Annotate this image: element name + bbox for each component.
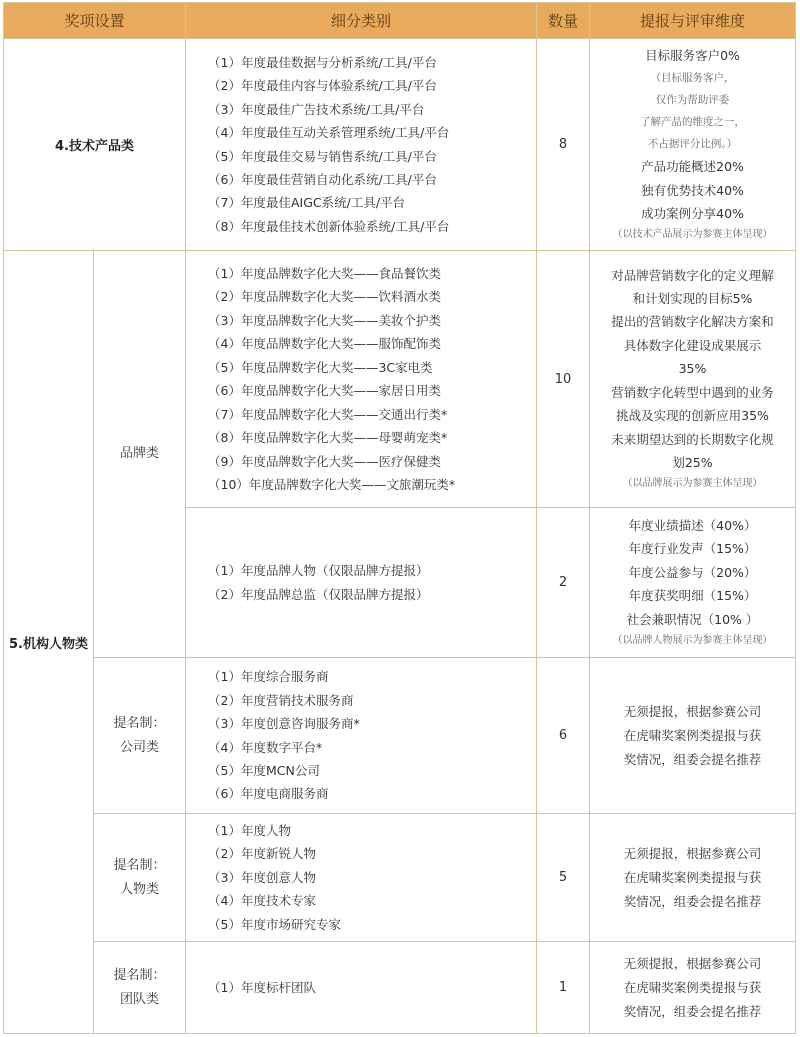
subcategory-nominated-person [94,814,186,942]
criteria-line: 无须提报，根据参赛公司 [623,955,762,971]
list-item: （1）年度人物 [208,822,291,838]
list-item: （6）年度品牌数字化大奖——家居日用类 [208,383,441,398]
criteria-line: 未来期望达到的长期数字化规 [611,431,774,447]
tech-products-items [186,39,537,251]
criteria-subnote: 仅作为帮助评委 [655,94,730,107]
subcategory-nominated-company [94,658,186,814]
list-item: （2）年度最佳内容与体验系统/工具/平台 [208,78,437,94]
list-item: （3）年度品牌数字化大奖——美妆个护类 [208,312,441,328]
list-item: （2）年度品牌数字化大奖——饮料酒水类 [208,289,441,304]
criteria-line: 年度获奖明细（15%） [628,588,757,604]
list-item: （1）年度品牌数字化大奖——食品餐饮类 [208,265,441,281]
row-nominated-team [4,942,796,1034]
criteria-line: 奖情况，组委会提名推荐 [623,893,762,909]
header-row [4,3,796,39]
criteria-line: 奖情况，组委会提名推荐 [623,1003,762,1019]
list-item: （7）年度品牌数字化大奖——交通出行类* [208,406,448,422]
subcategory-label: 提名制： [113,715,166,731]
criteria-line: 产品功能概述20% [641,159,744,175]
list-item: （6）年度电商服务商 [208,786,329,802]
criteria-line: 在虎啸奖案例类提报与获 [623,727,762,743]
list-item: （2）年度营销技术服务商 [208,692,354,708]
list-item: （3）年度创意咨询服务商* [208,716,360,732]
criteria-subnote: （目标服务客户， [650,72,735,85]
company-criteria [590,658,796,814]
team-criteria [590,942,796,1034]
header-award-setting: 奖项设置 [4,3,186,39]
criteria-line: 成功案例分享40% [641,205,744,221]
subcategory-nominated-team [94,942,186,1034]
company-count: 6 [537,658,590,814]
criteria-line: 无须提报，根据参赛公司 [623,703,762,719]
subcategory-label: 公司类 [120,739,160,755]
criteria-note: （以品牌展示为参赛主体呈现） [622,478,763,490]
criteria-line: 挑战及实现的创新应用35% [616,408,769,424]
criteria-line: 营销数字化转型中遇到的业务 [611,384,774,400]
list-item: （3）年度最佳广告技术系统/工具/平台 [208,101,425,117]
team-count: 1 [537,942,590,1034]
header-subcategory: 细分类别 [186,3,537,39]
criteria-line: 在虎啸奖案例类提报与获 [623,979,762,995]
brand-awards-criteria [590,251,796,508]
list-item: （7）年度最佳AIGC系统/工具/平台 [208,195,406,211]
list-item: （3）年度创意人物 [208,869,316,885]
header-count: 数量 [537,3,590,39]
list-item: （1）年度标杆团队 [208,979,316,995]
subcategory-label: 人物类 [120,881,160,897]
team-items [186,942,537,1034]
person-criteria [590,814,796,942]
person-items [186,814,537,942]
criteria-line: 年度业绩描述（40%） [628,517,757,533]
list-item: （9）年度品牌数字化大奖——医疗保健类 [208,453,441,469]
criteria-line: 划25% [672,454,713,470]
list-item: （2）年度品牌总监（仅限品牌方提报） [208,586,429,602]
criteria-line: 无须提报，根据参赛公司 [623,845,762,861]
row-tech-products [4,39,796,251]
list-item: （10）年度品牌数字化大奖——文旅潮玩类* [208,477,456,492]
criteria-note: （以技术产品展示为参赛主体呈现） [612,229,773,241]
criteria-line: 在虎啸奖案例类提报与获 [623,869,762,885]
criteria-line: 目标服务客户0% [645,47,740,63]
list-item: （5）年度市场研究专家 [208,916,341,932]
criteria-subnote: 了解产品的维度之一， [640,116,746,129]
criteria-line: 社会兼职情况（10% ） [626,611,759,627]
awards-table [3,2,796,1034]
list-item: （4）年度品牌数字化大奖——服饰配饰类 [208,336,441,351]
criteria-subnote: 不占据评分比例。） [647,138,738,151]
company-items [186,658,537,814]
criteria-line: 独有优势技术40% [641,182,744,198]
brand-people-criteria [590,508,796,658]
list-item: （4）年度数字平台* [208,739,323,755]
criteria-line: 年度公益参与（20%） [628,564,757,580]
criteria-line: 35% [678,361,707,377]
subcategory-label: 提名制： [113,857,166,873]
brand-people-count: 2 [537,508,590,658]
list-item: （5）年度品牌数字化大奖——3C家电类 [208,359,433,375]
list-item: （1）年度综合服务商 [208,669,329,685]
criteria-line: 年度行业发声（15%） [628,541,757,557]
category-org-people: 5.机构人物类 [4,251,94,1034]
brand-people-items [186,508,537,658]
list-item: （6）年度最佳营销自动化系统/工具/平台 [208,171,437,187]
list-item: （2）年度新锐人物 [208,846,316,862]
list-item: （1）年度品牌人物（仅限品牌方提报） [208,563,429,579]
brand-awards-items [186,251,537,508]
criteria-line: 奖情况，组委会提名推荐 [623,751,762,767]
criteria-line: 对品牌营销数字化的定义理解 [611,267,774,283]
list-item: （4）年度技术专家 [208,893,316,909]
list-item: （1）年度最佳数据与分析系统/工具/平台 [208,54,437,70]
person-count: 5 [537,814,590,942]
row-nominated-company [4,658,796,814]
category-tech-products: 4.技术产品类 [4,39,186,251]
row-nominated-person [4,814,796,942]
criteria-line: 具体数字化建设成果展示 [623,337,762,353]
subcategory-label: 团队类 [120,991,160,1007]
list-item: （8）年度最佳技术创新体验系统/工具/平台 [208,218,450,234]
tech-products-criteria [590,39,796,251]
criteria-line: 提出的营销数字化解决方案和 [611,314,774,330]
header-criteria: 提报与评审维度 [590,3,796,39]
list-item: （5）年度最佳交易与销售系统/工具/平台 [208,148,437,164]
brand-awards-count: 10 [537,251,590,508]
list-item: （8）年度品牌数字化大奖——母婴萌宠类* [208,430,448,445]
row-brand-awards [4,251,796,508]
subcategory-label: 提名制： [113,967,166,983]
subcategory-brand: 品牌类 [94,251,186,658]
criteria-line: 和计划实现的目标5% [632,291,753,307]
criteria-note: （以品牌人物展示为参赛主体呈现） [612,635,773,647]
tech-products-count: 8 [537,39,590,251]
list-item: （4）年度最佳互动关系管理系统/工具/平台 [208,125,450,141]
list-item: （5）年度MCN公司 [208,762,320,778]
